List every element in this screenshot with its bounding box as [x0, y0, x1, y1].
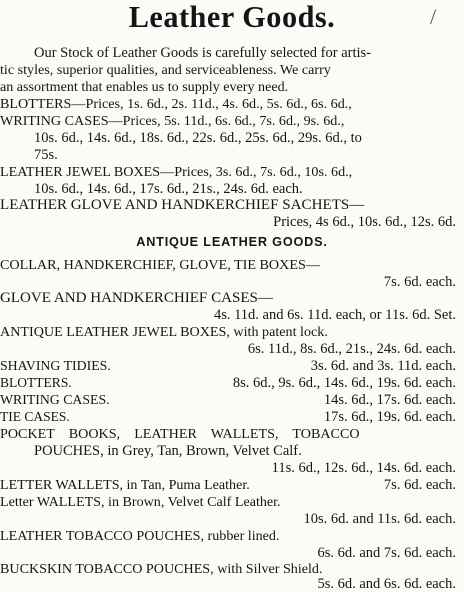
item-writing-cases-cont: 10s. 6d., 14s. 6d., 18s. 6d., 22s. 6d., 25s. 6d., 29s. 6d., to [34, 130, 362, 146]
item-letter-wallets-brown-price: 10s. 6d. and 11s. 6d. each. [303, 511, 456, 527]
item-glove-cases: GLOVE AND HANDKERCHIEF CASES— [0, 290, 273, 306]
item-jewel-boxes: LEATHER JEWEL BOXES—Prices, 3s. 6d., 7s. 6d., 10s. 6d., [0, 164, 353, 180]
page-title: Leather Goods. [128, 0, 336, 34]
item-glove-cases-price: 4s. 11d. and 6s. 11d. each, or 11s. 6d. Set. [213, 307, 456, 323]
section-heading: ANTIQUE LEATHER GOODS. [136, 235, 328, 249]
item-tobacco-pouches-price: 6s. 6d. and 7s. 6d. each. [317, 545, 456, 561]
item-writing-cases: WRITING CASES—Prices, 5s. 11d., 6s. 6d., 7s. 6d., 9s. 6d., [0, 113, 345, 129]
margin-mark: / [430, 4, 437, 29]
table-row-price: 8s. 6d., 9s. 6d., 14s. 6d., 19s. 6d. each. [232, 375, 456, 391]
table-row-price: 3s. 6d. and 3s. 11d. each. [310, 358, 456, 374]
table-row-name: TIE CASES. [0, 409, 70, 424]
table-row-name: BLOTTERS. [0, 375, 72, 390]
item-glove-sachets: LEATHER GLOVE AND HANDKERCHIEF SACHETS— [0, 197, 365, 213]
item-collar-boxes-price: 7s. 6d. each. [383, 274, 456, 290]
item-glove-sachets-price: Prices, 4s 6d., 10s. 6d., 12s. 6d. [273, 214, 456, 230]
item-tobacco-pouches: LEATHER TOBACCO POUCHES, rubber lined. [0, 528, 280, 544]
item-letter-wallets-tan: LETTER WALLETS, in Tan, Puma Leather. [0, 477, 250, 493]
item-pocket-books: POCKET BOOKS, LEATHER WALLETS, TOBACCO [0, 426, 360, 442]
item-blotters: BLOTTERS—Prices, 1s. 6d., 2s. 11d., 4s. 6d., 5s. 6d., 6s. 6d., [0, 96, 352, 112]
item-pocket-books-cont: POUCHES, in Grey, Tan, Brown, Velvet Calf. [34, 443, 302, 459]
intro-line: tic styles, superior qualities, and serviceableness. We carry [0, 62, 331, 78]
table-row-price: 17s. 6d., 19s. 6d. each. [323, 409, 456, 425]
item-buckskin-pouches: BUCKSKIN TOBACCO POUCHES, with Silver Shield. [0, 561, 323, 577]
item-jewel-boxes-cont: 10s. 6d., 14s. 6d., 17s. 6d., 21s., 24s. 6d. each. [34, 181, 303, 197]
table-row-name: WRITING CASES. [0, 392, 110, 407]
intro-line: an assortment that enables us to supply every need. [0, 79, 289, 95]
item-buckskin-pouches-price: 5s. 6d. and 6s. 6d. each. [317, 576, 456, 592]
item-letter-wallets-brown: Letter WALLETS, in Brown, Velvet Calf Leather. [0, 494, 281, 510]
intro-line: Our Stock of Leather Goods is carefully selected for artis- [34, 45, 372, 61]
item-antique-jewel-boxes-price: 6s. 11d., 8s. 6d., 21s., 24s. 6d. each. [247, 341, 456, 357]
item-pocket-books-price: 11s. 6d., 12s. 6d., 14s. 6d. each. [271, 460, 456, 476]
item-writing-cases-cont: 75s. [34, 147, 58, 163]
table-row-price: 14s. 6d., 17s. 6d. each. [323, 392, 456, 408]
item-collar-boxes: COLLAR, HANDKERCHIEF, GLOVE, TIE BOXES— [0, 257, 320, 273]
item-letter-wallets-tan-price: 7s. 6d. each. [383, 477, 456, 493]
table-row-name: SHAVING TIDIES. [0, 358, 111, 373]
item-antique-jewel-boxes: ANTIQUE LEATHER JEWEL BOXES, with patent lock. [0, 324, 328, 340]
